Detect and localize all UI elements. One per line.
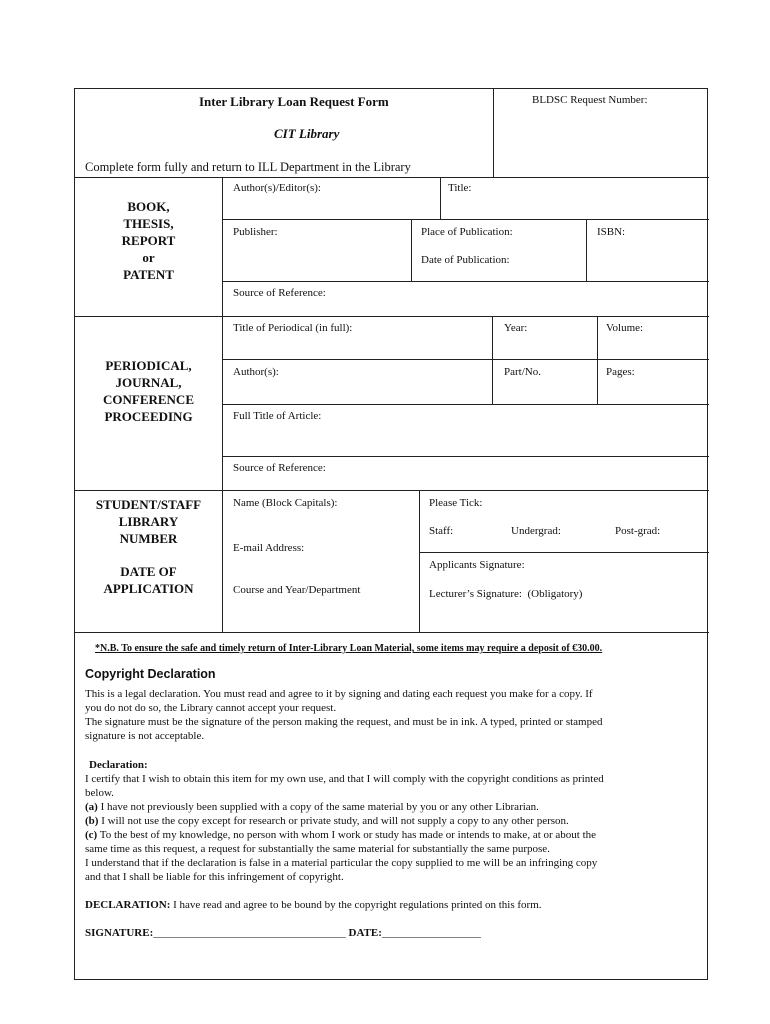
book-title-field[interactable]: Title: bbox=[448, 182, 472, 194]
divider-student-col bbox=[419, 490, 420, 632]
book-section-heading: BOOK, THESIS, REPORT or PATENT bbox=[121, 199, 176, 282]
divider-book-end bbox=[75, 316, 709, 317]
divider-book-row2 bbox=[222, 281, 709, 282]
copyright-heading: Copyright Declaration bbox=[85, 667, 216, 681]
postgrad-tick-option[interactable]: Post-grad: bbox=[615, 525, 661, 537]
date-of-publication-field[interactable]: Date of Publication: bbox=[421, 254, 510, 266]
volume-field[interactable]: Volume: bbox=[606, 322, 644, 334]
declaration-body: I certify that I wish to obtain this item for my own use, and that I will comply with the copyright conditions as printed below. (a) I have not previously been supplied with a copy of the same material by you or any other Librarian. (b) I will not use the copy except for research or private study, and will not supply a copy to any other person. (c) To the best of my knowledge, no person with whom I work or study has made or intends to make, at or about the same time as this request, a request for substantially the same material for substantially the same purpose. I understand that if the declaration is false in a material particular the copy supplied to me will be an infringing copy and that I shall be liable for this infringement of copyright. bbox=[85, 773, 604, 883]
article-title-field[interactable]: Full Title of Article: bbox=[233, 410, 322, 422]
divider-volume-col bbox=[597, 316, 598, 404]
library-name: CIT Library bbox=[274, 126, 340, 141]
lecturer-signature-field[interactable]: Lecturer’s Signature: (Obligatory) bbox=[429, 588, 583, 600]
date-of-application-heading: DATE OF APPLICATION bbox=[103, 564, 194, 596]
name-block-capitals-field[interactable]: Name (Block Capitals): bbox=[233, 497, 338, 509]
copyright-intro-paragraph: This is a legal declaration. You must read and agree to it by signing and dating each request you make for a copy. If you do not do so, the Library cannot accept your request. The signature must be the signature of the person making the request, and must be in ink. A typed, printed or stamped signature is not acceptable. bbox=[85, 688, 603, 742]
declaration-heading: Declaration: bbox=[89, 759, 148, 771]
divider-tick-row bbox=[419, 552, 709, 553]
isbn-field[interactable]: ISBN: bbox=[597, 226, 626, 238]
periodical-section-heading: PERIODICAL, JOURNAL, CONFERENCE PROCEEDING bbox=[102, 358, 194, 424]
periodical-source-of-reference-field[interactable]: Source of Reference: bbox=[233, 462, 326, 474]
divider-book-row1 bbox=[222, 219, 709, 220]
loan-request-form bbox=[74, 88, 708, 980]
divider-header bbox=[75, 177, 709, 178]
year-field[interactable]: Year: bbox=[504, 322, 528, 334]
divider-periodical-end bbox=[75, 490, 709, 491]
library-number-heading: STUDENT/STAFF LIBRARY NUMBER bbox=[95, 497, 202, 546]
please-tick-label: Please Tick: bbox=[429, 497, 483, 509]
staff-tick-option[interactable]: Staff: bbox=[429, 525, 454, 537]
part-number-field[interactable]: Part/No. bbox=[504, 366, 541, 378]
divider-place-col bbox=[411, 219, 412, 281]
divider-isbn-col bbox=[586, 219, 587, 281]
book-author-field[interactable]: Author(s)/Editor(s): bbox=[233, 182, 321, 194]
course-year-department-field[interactable]: Course and Year/Department bbox=[233, 584, 361, 596]
signature-date-line[interactable]: SIGNATURE:___________________________________ DATE:__________________ bbox=[85, 927, 481, 939]
periodical-authors-field[interactable]: Author(s): bbox=[233, 366, 279, 378]
email-address-field[interactable]: E-mail Address: bbox=[233, 542, 305, 554]
divider-year-col bbox=[492, 316, 493, 404]
divider-periodical-row1 bbox=[222, 359, 709, 360]
periodical-title-field[interactable]: Title of Periodical (in full): bbox=[233, 322, 353, 334]
undergrad-tick-option[interactable]: Undergrad: bbox=[511, 525, 561, 537]
divider-student-end bbox=[75, 632, 709, 633]
form-instruction: Complete form fully and return to ILL Department in the Library bbox=[85, 160, 411, 174]
book-source-of-reference-field[interactable]: Source of Reference: bbox=[233, 287, 326, 299]
divider-periodical-row2 bbox=[222, 404, 709, 405]
divider-left-column bbox=[222, 177, 223, 632]
divider-periodical-row3 bbox=[222, 456, 709, 457]
applicant-signature-field[interactable]: Applicants Signature: bbox=[429, 559, 525, 571]
pages-field[interactable]: Pages: bbox=[606, 366, 635, 378]
place-of-publication-field[interactable]: Place of Publication: bbox=[421, 226, 513, 238]
form-title: Inter Library Loan Request Form bbox=[199, 94, 389, 109]
deposit-notice: *N.B. To ensure the safe and timely return of Inter-Library Loan Material, some items may require a deposit of €30.00. bbox=[95, 643, 603, 654]
bldsc-request-number-label: BLDSC Request Number: bbox=[532, 94, 648, 106]
publisher-field[interactable]: Publisher: bbox=[233, 226, 278, 238]
divider-bldsc bbox=[493, 89, 494, 177]
divider-title-col bbox=[440, 177, 441, 219]
final-declaration: DECLARATION: I have read and agree to be bound by the copyright regulations printed on this form. bbox=[85, 899, 542, 911]
